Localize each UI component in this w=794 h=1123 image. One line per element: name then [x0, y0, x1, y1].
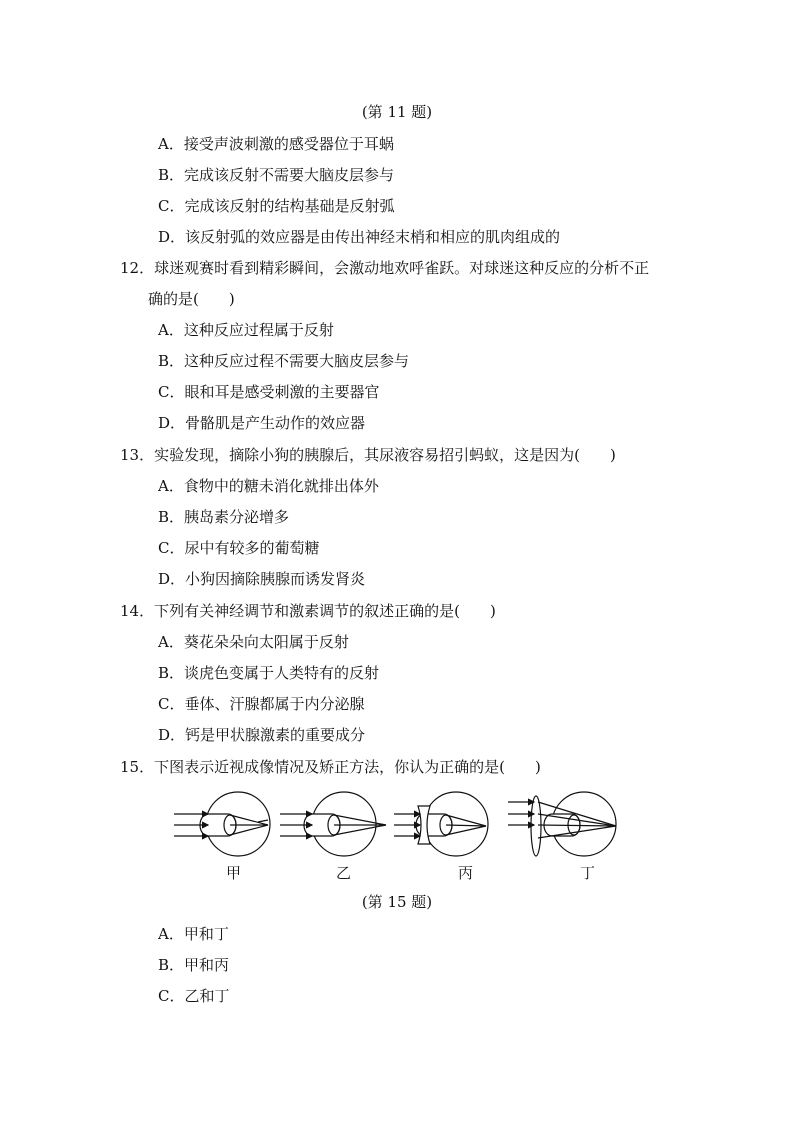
- q14-option-c: C．垂体、汗腺都属于内分泌腺: [158, 695, 365, 713]
- q12-option-c: C．眼和耳是感受刺激的主要器官: [158, 383, 380, 401]
- q15-option-c: C．乙和丁: [158, 987, 230, 1005]
- q13-stem: 13．实验发现，摘除小狗的胰腺后，其尿液容易招引蚂蚁，这是因为( ): [120, 446, 616, 464]
- eye-bing-icon: [394, 792, 488, 856]
- q15-stem: 15．下图表示近视成像情况及矫正方法，你认为正确的是( ): [120, 758, 541, 776]
- figure-11-caption: (第 11 题): [361, 103, 433, 121]
- label-ding: 丁: [580, 864, 596, 882]
- q14-option-a: A．葵花朵朵向太阳属于反射: [158, 633, 349, 651]
- q11-option-c: C．完成该反射的结构基础是反射弧: [158, 197, 395, 215]
- q13-option-b: B．胰岛素分泌增多: [158, 508, 290, 526]
- q14-stem: 14．下列有关神经调节和激素调节的叙述正确的是( ): [120, 602, 496, 620]
- q15-eye-diagram: [168, 790, 628, 860]
- q13-option-d: D．小狗因摘除胰腺而诱发肾炎: [158, 570, 366, 588]
- q11-option-d: D．该反射弧的效应器是由传出神经末梢和相应的肌肉组成的: [158, 228, 561, 246]
- q15-option-a: A．甲和丁: [158, 925, 229, 943]
- eye-jia-icon: [174, 792, 270, 856]
- eye-ding-icon: [508, 792, 616, 856]
- q12-stem-line1: 12．球迷观赛时看到精彩瞬间，会激动地欢呼雀跃。对球迷这种反应的分析不正: [120, 259, 650, 277]
- figure-15-caption: (第 15 题): [361, 893, 433, 911]
- label-yi: 乙: [336, 864, 352, 882]
- q12-stem-line2: 确的是( ): [148, 290, 235, 308]
- eye-yi-icon: [280, 792, 386, 856]
- q13-option-c: C．尿中有较多的葡萄糖: [158, 539, 320, 557]
- q12-option-d: D．骨骼肌是产生动作的效应器: [158, 414, 366, 432]
- q14-option-d: D．钙是甲状腺激素的重要成分: [158, 726, 366, 744]
- q14-option-b: B．谈虎色变属于人类特有的反射: [158, 664, 380, 682]
- q13-option-a: A．食物中的糖未消化就排出体外: [158, 477, 379, 495]
- q12-option-b: B．这种反应过程不需要大脑皮层参与: [158, 352, 410, 370]
- q11-option-a: A．接受声波刺激的感受器位于耳蜗: [158, 135, 394, 153]
- q12-option-a: A．这种反应过程属于反射: [158, 321, 334, 339]
- q15-option-b: B．甲和丙: [158, 956, 230, 974]
- label-bing: 丙: [458, 864, 474, 882]
- label-jia: 甲: [226, 864, 242, 882]
- q11-option-b: B．完成该反射不需要大脑皮层参与: [158, 166, 395, 184]
